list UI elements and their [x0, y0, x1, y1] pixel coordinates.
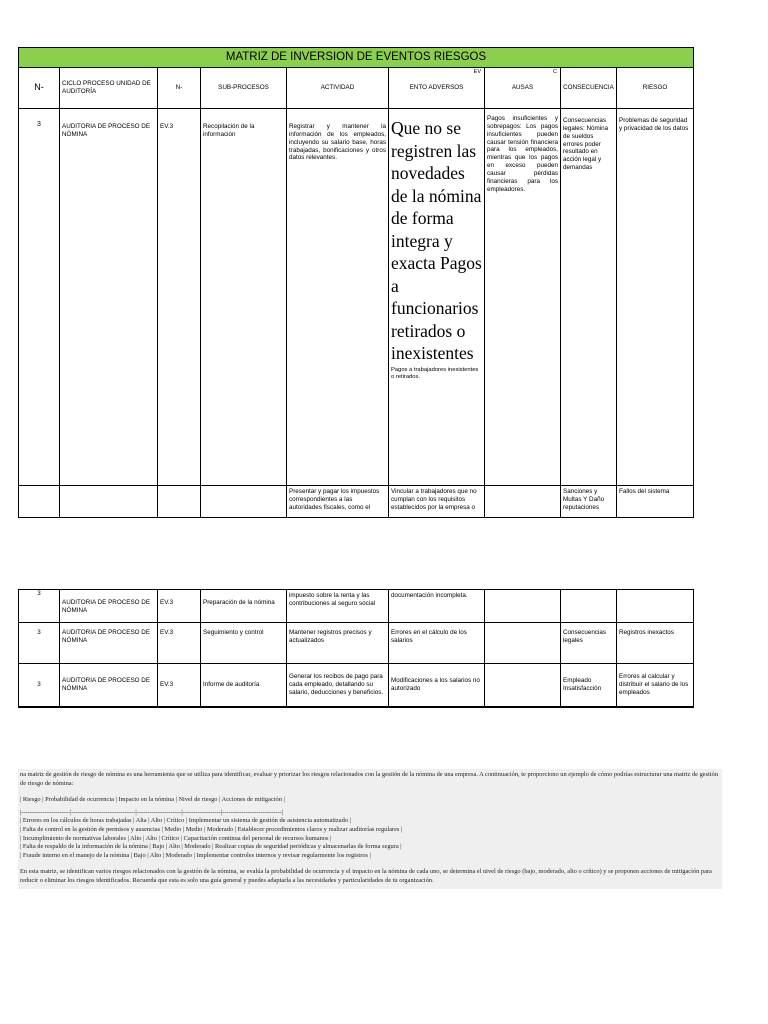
header-n: N- — [19, 68, 60, 109]
notes-text-block — [18, 769, 722, 889]
row-code: EV.3 — [158, 623, 201, 664]
notes-line: | Falta de control en la gestión de permisos y ausencias | Medio | Medio | Moderado | Establecer procedimientos claros y realizar auditorías regulares | — [20, 825, 403, 833]
header-subprocesos: SUB-PROCESOS — [201, 68, 287, 109]
row2-actividad: Presentar y pagar los impuestos correspondientes a las autoridades fiscales, como el — [287, 486, 389, 518]
row-actividad: Mantener registros precisos y actualizados — [287, 623, 389, 664]
notes-conclusion: En esta matriz, se identifican varios riesgos relacionados con la gestión de la nómina, se evalúa la probabilidad de ocurrencia y el impacto en la nómina de cada uno, se determina el nivel de riesgo (bajo, moderado, alto o crítico) y se proponen acciones de mitigación para reducir o eliminar los riesgos identificados. Recuerda que esta es solo una guía general y puedes adaptarla a las necesidades y particularidades de tu organización. — [20, 868, 712, 884]
row-subproceso: Informe de auditoría — [201, 664, 287, 708]
row-ciclo: AUDITORIA DE PROCESO DE NÓMINA — [60, 664, 158, 708]
header-causas-label: AUSAS — [511, 84, 534, 92]
row-riesgo: Errores al calcular y distribuir el salario de los empleados — [617, 664, 694, 708]
header-eventos-label: ENTO ADVERSOS — [409, 84, 464, 92]
row-consecuencia: Empleado Insatisfacción — [561, 664, 617, 708]
notes-table-header: | Riesgo | Probabilidad de ocurrencia | Impacto en la nómina | Nivel de riesgo | Acciones de mitigación | — [20, 796, 285, 804]
row-actividad: impuesto sobre la renta y las contribuciones al seguro social — [287, 590, 389, 623]
row-number: 3 — [19, 590, 60, 623]
risk-matrix-table-continued — [18, 589, 694, 708]
matrix-title: MATRIZ DE INVERSION DE EVENTOS RIESGOS — [19, 48, 694, 68]
row-code: EV.3 — [158, 590, 201, 623]
row-evento — [389, 109, 485, 486]
header-eventos-mark: EV — [473, 69, 481, 75]
row-consecuencia: Consecuencias legales: Nómina de sueldos errores poder resultado en acción legal y demandas — [561, 109, 617, 486]
row2-riesgo: Fallos del sistema — [617, 486, 694, 518]
table-row — [19, 109, 694, 486]
header-causas-mark: C — [553, 69, 557, 75]
row-consecuencia: Consecuencias legales — [561, 623, 617, 664]
header-actividad: ACTIVIDAD — [287, 68, 389, 109]
evento-big-text: Que no se registren las novedades de la nómina de forma integra y exacta Pagos a funcionarios retirados o inexistentes — [391, 118, 482, 363]
row-evento: Errores en el cálculo de los salarios — [389, 623, 485, 664]
row-subproceso: Recopilación de la información — [201, 109, 287, 486]
notes-intro: na matriz de gestión de riesgo de nómina es una herramienta que se utiliza para identificar, evaluar y priorizar los riesgos relacionados con la gestión de la nómina de una empresa. A continuación, te proporciono un ejemplo de cómo podrías estructurar una matriz de gestión de riesgo de nómina: — [20, 771, 719, 787]
row-evento: Modificaciones a los salarios no autorizado — [389, 664, 485, 708]
notes-line: | Incumplimiento de normativas laborales | Alto | Alto | Crítico | Capacitación continua del personal de recursos humanos | — [20, 834, 332, 842]
row-evento: documentación incompleta. — [389, 590, 485, 623]
row-ciclo: AUDITORIA DE PROCESO DE NÓMINA — [60, 109, 158, 486]
table-row — [19, 664, 694, 708]
row-number: 3 — [19, 623, 60, 664]
row-causas: Pagos insuficientes y sobrepagos: Los pagos insuficientes pueden causar tensión financiera para los empleados, mientras que los pagos en exceso pueden causar pérdidas financieras para los empleadores. — [485, 109, 561, 486]
header-n2: N- — [158, 68, 201, 109]
header-consecuencia: CONSECUENCIA — [561, 68, 617, 109]
notes-table-separator: |-----------------------|------------------------------|---------------------|------------------|----------------------------| — [20, 808, 284, 816]
header-causas — [485, 68, 561, 109]
table-row — [19, 623, 694, 664]
header-eventos — [389, 68, 485, 109]
evento-small-text: Pagos a trabajadores inexistentes o retirados. — [391, 366, 479, 381]
row-ciclo: AUDITORIA DE PROCESO DE NÓMINA — [60, 623, 158, 664]
notes-line: | Fraude interno en el manejo de la nómina | Bajo | Alto | Moderado | Implementar controles internos y revisar regularmente los registros | — [20, 851, 371, 859]
row-ciclo: AUDITORIA DE PROCESO DE NÓMINA — [60, 590, 158, 623]
notes-line: | Errores en los cálculos de horas trabajadas | Alta | Alto | Crítico | Implementar un sistema de gestión de asistencia automatizado | — [20, 817, 351, 825]
header-ciclo: CICLO PROCESO UNIDAD DE AUDITORÍA — [60, 68, 158, 109]
row-actividad: Registrar y mantener la información de los empleados, incluyendo su salario base, horas trabajadas, bonificaciones y otros datos relevantes. — [287, 109, 389, 486]
row-number: 3 — [19, 109, 60, 486]
row-subproceso: Seguimiento y control — [201, 623, 287, 664]
row2-evento: Vincular a trabajadores que no cumplan con los requisitos establecidos por la empresa o — [389, 486, 485, 518]
notes-line: | Falta de respaldo de la información de la nómina | Bajo | Alto | Moderado | Realizar copias de seguridad periódicas y almacenarlas de forma segura | — [20, 843, 402, 851]
row2-consecuencia: Sanciones y Multas Y Daño reputaciones — [561, 486, 617, 518]
row-code: EV.3 — [158, 664, 201, 708]
row-riesgo: Registros inexactos — [617, 623, 694, 664]
risk-matrix-table — [18, 47, 694, 518]
table-row — [19, 486, 694, 518]
row-number: 3 — [19, 664, 60, 708]
table-row — [19, 590, 694, 623]
row-riesgo: Problemas de seguridad y privacidad de los datos — [617, 109, 694, 486]
row-subproceso: Preparación de la nómina — [201, 590, 287, 623]
row-actividad: Generar los recibos de pago para cada empleado, detallando su salario, deducciones y beneficios. — [287, 664, 389, 708]
row-code: EV.3 — [158, 109, 201, 486]
header-riesgo: RIESGO — [617, 68, 694, 109]
